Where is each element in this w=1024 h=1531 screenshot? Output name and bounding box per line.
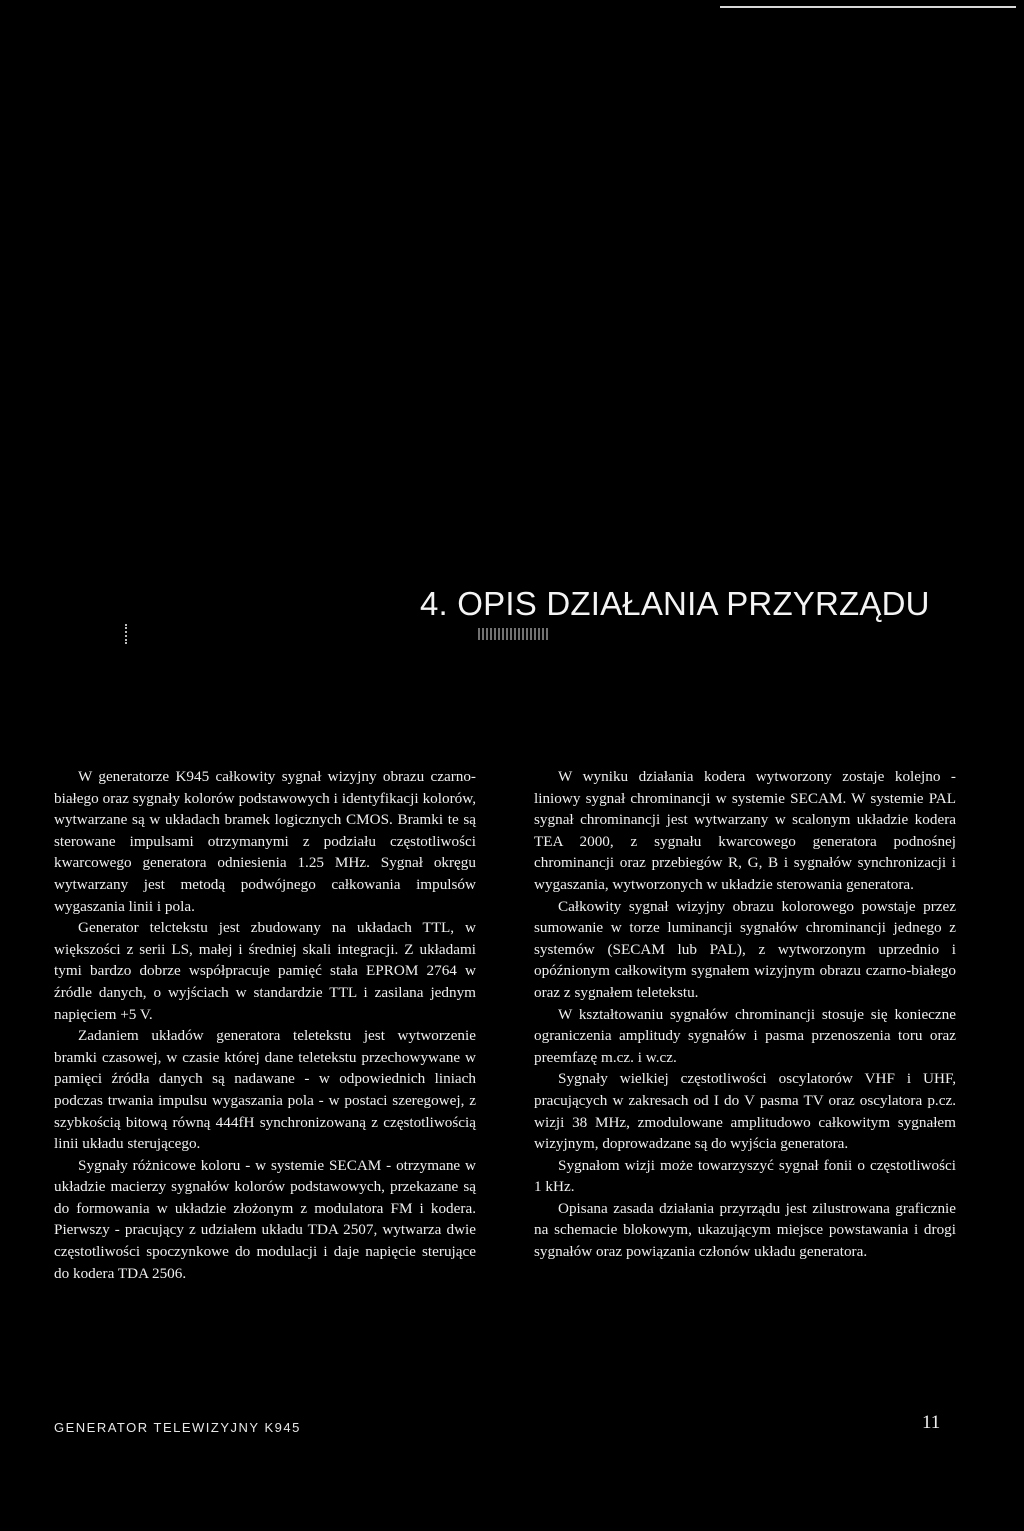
top-rule	[720, 6, 1016, 8]
paragraph: Zadaniem układów generatora teletekstu jest wytworzenie bramki czasowej, w czasie której dane teletekstu przechowywane w pamięci źródła danych są nadawane - w odpowiednich liniach podczas trwania impulsu wygaszania pola - w postaci szeregowej, z szybkością bitową równą 444fH synchronizowaną z częstotliwością linii układu sterującego.	[54, 1027, 476, 1153]
paragraph: Opisana zasada działania przyrządu jest zilustrowana graficznie na schemacie blokowym, ukazującym miejsce powstawania i drogi sygnałów oraz powiązania członów układu generatora.	[534, 1199, 956, 1261]
paragraph: Sygnały wielkiej częstotliwości oscylatorów VHF i UHF, pracujących w zakresach od I do V pasma TV oraz oscylatora p.cz. wizji 38 MHz, zmodulowane amplitudowo całkowitym sygnałem wizyjnym, doprowadzane są do wyjścia generatora.	[534, 1070, 956, 1153]
paragraph: Całkowity sygnał wizyjny obrazu kolorowego powstaje przez sumowanie w torze luminancji sygnałów chrominancji jednego z systemów (SECAM lub PAL), z wytworzonym uprzednio i opóźnionym całkowitym sygnałem wizyjnym obrazu czarno-białego oraz z sygnałem teletekstu.	[534, 897, 956, 1001]
page-number: 11	[922, 1412, 941, 1433]
margin-marks	[125, 624, 129, 644]
left-column	[54, 766, 476, 1284]
paragraph: Sygnały różnicowe koloru - w systemie SECAM - otrzymane w układzie macierzy sygnałów kolorów podstawowych, przekazane są do formowania w układzie złożonym z modulatora FM i kodera. Pierwszy - pracujący z udziałem układu TDA 2507, wytwarza dwie częstotliwości spoczynkowe do modulacji i daje napięcie sterujące do kodera TDA 2506.	[54, 1156, 476, 1282]
print-smudge	[478, 628, 548, 640]
right-column	[534, 766, 956, 1263]
paragraph: W generatorze K945 całkowity sygnał wizyjny obrazu czarno-białego oraz sygnały kolorów podstawowych i identyfikacji kolorów, wytwarzane są w układach bramek logicznych CMOS. Bramki te są sterowane impulsami otrzymanymi z podziału częstotliwości kwarcowego generatora odniesienia 1.25 MHz. Sygnał okręgu wytwarzany jest metodą podwójnego całkowania impulsów wygaszania linii i pola.	[54, 768, 476, 915]
paragraph: W kształtowaniu sygnałów chrominancji stosuje się konieczne ograniczenia amplitudy sygnałów i pasma przenoszenia toru oraz preemfazę m.cz. i w.cz.	[534, 1005, 956, 1066]
running-footer: GENERATOR TELEWIZYJNY K945	[54, 1420, 301, 1435]
paragraph: Sygnałom wizji może towarzyszyć sygnał fonii o częstotliwości 1 kHz.	[534, 1156, 956, 1196]
section-title: 4. OPIS DZIAŁANIA PRZYRZĄDU	[420, 585, 930, 622]
paragraph: Generator telctekstu jest zbudowany na układach TTL, w większości z serii LS, małej i średniej skali integracji. Z układami tymi bardzo dobrze współpracuje pamięć stała EPROM 2764 w źródle danych, o wyjściach w standardzie TTL i zasilana jednym napięciem +5 V.	[54, 919, 476, 1023]
paragraph: W wyniku działania kodera wytworzony zostaje kolejno - liniowy sygnał chrominancji w systemie SECAM. W systemie PAL sygnał chrominancji jest wytwarzany w scalonym układzie kodera TEA 2000, z sygnału kwarcowego generatora podnośnej chrominancji oraz przebiegów R, G, B i sygnałów synchronizacji i wygaszania, wytworzonych w układzie sterowania generatora.	[534, 768, 956, 893]
